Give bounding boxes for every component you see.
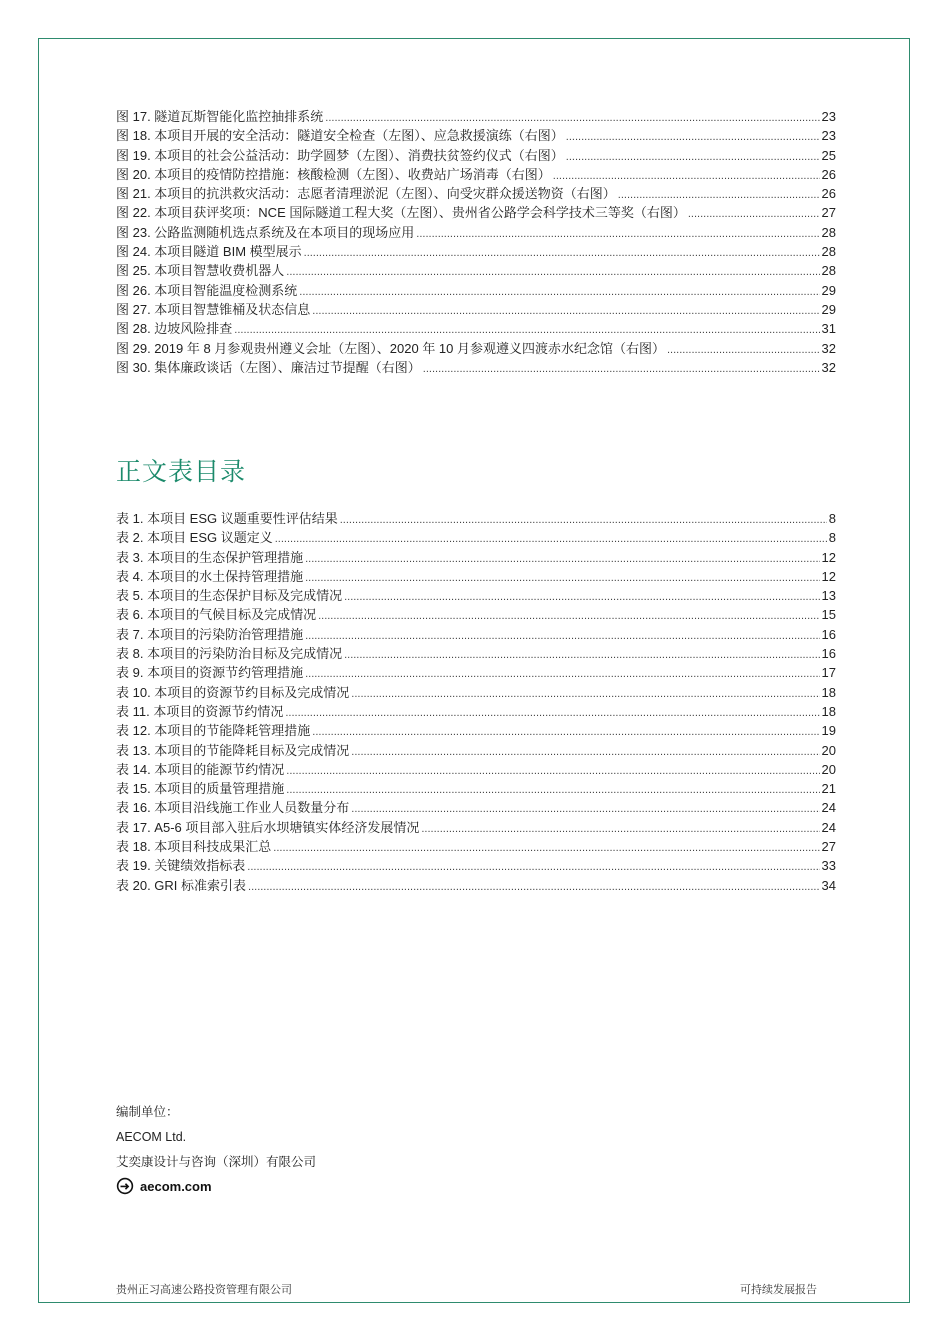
dot-leader	[286, 762, 819, 781]
table-entry-label[interactable]: 表 12. 本项目的节能降耗管理措施	[116, 723, 311, 739]
dot-leader	[275, 530, 827, 549]
table-entry-page[interactable]: 24	[821, 800, 836, 816]
figure-entry[interactable]	[116, 300, 836, 319]
figure-entry-label[interactable]: 图 25. 本项目智慧收费机器人	[116, 263, 285, 279]
figure-entry[interactable]	[116, 242, 836, 261]
table-entry[interactable]	[116, 605, 836, 624]
publisher-company-en: AECOM Ltd.	[116, 1130, 187, 1144]
figure-entry-page[interactable]: 23	[821, 109, 836, 124]
table-entry[interactable]	[116, 567, 836, 586]
dot-leader	[305, 627, 819, 646]
figure-entry-label[interactable]: 图 24. 本项目隧道 BIM 模型展示	[116, 244, 302, 260]
table-entry-label[interactable]: 表 4. 本项目的水土保持管理措施	[116, 568, 304, 584]
table-entry[interactable]	[116, 528, 836, 547]
table-entry-label[interactable]: 表 20. GRI 标准索引表	[116, 877, 247, 893]
figure-entry-label[interactable]: 图 23. 公路监测随机选点系统及在本项目的现场应用	[116, 224, 415, 240]
table-entry-page[interactable]: 24	[821, 819, 836, 835]
footer-report-name: 可持续发展报告	[740, 1284, 817, 1296]
dot-leader	[421, 820, 819, 839]
table-entry[interactable]	[116, 779, 836, 798]
figure-entry-page[interactable]: 32	[821, 359, 836, 375]
table-entry[interactable]	[116, 741, 836, 760]
publisher-website-row[interactable]	[116, 1177, 316, 1195]
figure-entry[interactable]	[116, 165, 836, 184]
figure-entry-label[interactable]: 图 21. 本项目的抗洪救灾活动：志愿者清理淤泥（左图）、向受灾群众援送物资（右图）	[116, 186, 616, 202]
figure-entry[interactable]	[116, 223, 836, 242]
figure-entry-page[interactable]: 26	[821, 186, 836, 202]
figure-entry-label[interactable]: 图 30. 集体廉政谈话（左图）、廉洁过节提醒（右图）	[116, 359, 421, 375]
table-entry-page[interactable]: 12	[821, 549, 836, 565]
dot-leader	[248, 878, 820, 897]
dot-leader	[312, 723, 819, 742]
figure-entry-label[interactable]: 图 20. 本项目的疫情防控措施：核酸检测（左图）、收费站广场消毒（右图）	[116, 166, 551, 182]
dot-leader	[566, 148, 820, 167]
table-entry-page[interactable]: 19	[821, 723, 836, 739]
figure-entry-label[interactable]: 图 18. 本项目开展的安全活动：隧道安全检查（左图）、应急救援演练（右图）	[116, 128, 564, 144]
figure-entry-page[interactable]: 31	[821, 321, 836, 337]
figure-entry-label[interactable]: 图 17. 隧道瓦斯智能化监控抽排系统	[116, 109, 324, 124]
table-entry-label[interactable]: 表 9. 本项目的资源节约管理措施	[116, 665, 304, 681]
figure-entry[interactable]	[116, 319, 836, 338]
table-entry-page[interactable]: 18	[821, 703, 836, 719]
table-entry-page[interactable]: 13	[821, 588, 836, 604]
dot-leader	[286, 263, 819, 282]
dot-leader	[351, 800, 819, 819]
table-entry-label[interactable]: 表 6. 本项目的气候目标及完成情况	[116, 607, 317, 623]
figure-entry-label[interactable]: 图 22. 本项目获评奖项：NCE 国际隧道工程大奖（左图）、贵州省公路学会科学技术三等奖（右图）	[116, 205, 686, 221]
table-entry[interactable]	[116, 856, 836, 875]
table-entry-page[interactable]: 8	[828, 511, 836, 526]
figure-entry-page[interactable]: 25	[821, 147, 836, 163]
figure-entry-page[interactable]: 26	[821, 166, 836, 182]
dot-leader	[286, 781, 819, 800]
figure-entry-label[interactable]: 图 19. 本项目的社会公益活动：助学圆梦（左图）、消费扶贫签约仪式（右图）	[116, 147, 564, 163]
table-entry[interactable]	[116, 837, 836, 856]
dot-leader	[305, 550, 819, 569]
dot-leader	[304, 244, 820, 263]
table-entry-page[interactable]: 8	[828, 530, 836, 546]
figure-entry-page[interactable]: 28	[821, 244, 836, 260]
table-entry-label[interactable]: 表 7. 本项目的污染防治管理措施	[116, 626, 304, 642]
dot-leader	[340, 511, 827, 530]
figure-entry-page[interactable]: 29	[821, 282, 836, 298]
table-list	[116, 509, 836, 895]
figure-entry-page[interactable]: 28	[821, 224, 836, 240]
dot-leader	[667, 341, 820, 360]
table-entry[interactable]	[116, 625, 836, 644]
table-entry-label[interactable]: 表 13. 本项目的节能降耗目标及完成情况	[116, 742, 350, 758]
table-entry[interactable]	[116, 644, 836, 663]
publisher-heading: 编制单位：	[116, 1105, 179, 1119]
table-entry-label[interactable]: 表 14. 本项目的能源节约情况	[116, 761, 285, 777]
figure-list	[116, 107, 836, 377]
figure-entry-label[interactable]: 图 26. 本项目智能温度检测系统	[116, 282, 298, 298]
dot-leader	[351, 743, 819, 762]
table-entry-label[interactable]: 表 8. 本项目的污染防治目标及完成情况	[116, 646, 343, 662]
figure-entry[interactable]	[116, 146, 836, 165]
table-entry-label[interactable]: 表 10. 本项目的资源节约目标及完成情况	[116, 684, 350, 700]
table-entry-page[interactable]: 20	[821, 761, 836, 777]
figure-entry[interactable]	[116, 184, 836, 203]
table-entry-label[interactable]: 表 2. 本项目 ESG 议题定义	[116, 530, 273, 546]
table-entry-page[interactable]: 33	[821, 858, 836, 874]
table-entry-label[interactable]: 表 16. 本项目沿线施工作业人员数量分布	[116, 800, 350, 816]
table-entry[interactable]	[116, 702, 836, 721]
figure-entry-label[interactable]: 图 29. 2019 年 8 月参观贵州遵义会址（左图）、2020 年 10 月参观遵义四渡赤水纪念馆（右图）	[116, 340, 665, 356]
dot-leader	[299, 283, 819, 302]
table-entry-page[interactable]: 20	[821, 742, 836, 758]
aecom-logo-icon	[116, 1177, 134, 1195]
table-entry-page[interactable]: 12	[821, 568, 836, 584]
dot-leader	[285, 704, 819, 723]
footer-company: 贵州正习高速公路投资管理有限公司	[116, 1284, 292, 1296]
table-entry-page[interactable]: 21	[821, 781, 836, 797]
publisher-website[interactable]: aecom.com	[140, 1178, 212, 1194]
dot-leader	[344, 588, 819, 607]
figure-entry[interactable]	[116, 358, 836, 377]
figure-entry[interactable]	[116, 339, 836, 358]
figure-entry-label[interactable]: 图 28. 边坡风险排查	[116, 321, 233, 337]
figure-entry-page[interactable]: 29	[821, 301, 836, 317]
figure-entry-page[interactable]: 27	[821, 205, 836, 221]
dot-leader	[423, 360, 820, 379]
table-entry-page[interactable]: 34	[821, 877, 836, 893]
table-entry-label[interactable]: 表 15. 本项目的质量管理措施	[116, 781, 285, 797]
dot-leader	[305, 665, 819, 684]
table-entry-page[interactable]: 16	[821, 646, 836, 662]
dot-leader	[566, 128, 820, 147]
table-entry-label[interactable]: 表 1. 本项目 ESG 议题重要性评估结果	[116, 511, 338, 526]
table-entry-label[interactable]: 表 19. 关键绩效指标表	[116, 858, 246, 874]
publisher-company-cn: 艾奕康设计与咨询（深圳）有限公司	[116, 1155, 317, 1169]
figure-entry[interactable]	[116, 203, 836, 222]
dot-leader	[351, 685, 819, 704]
dot-leader	[344, 646, 819, 665]
table-entry[interactable]	[116, 586, 836, 605]
table-entry[interactable]	[116, 798, 836, 817]
tables-section-title: 正文表目录	[116, 457, 247, 486]
dot-leader	[312, 302, 819, 321]
figure-entry[interactable]	[116, 281, 836, 300]
dot-leader	[247, 858, 819, 877]
table-entry-label[interactable]: 表 18. 本项目科技成果汇总	[116, 839, 272, 855]
figure-entry[interactable]	[116, 261, 836, 280]
figure-entry[interactable]	[116, 107, 836, 126]
table-entry[interactable]	[116, 663, 836, 682]
table-entry[interactable]	[116, 548, 836, 567]
table-entry-page[interactable]: 18	[821, 684, 836, 700]
table-entry-label[interactable]: 表 11. 本项目的资源节约情况	[116, 703, 284, 719]
table-entry-page[interactable]: 15	[821, 607, 836, 623]
table-entry[interactable]	[116, 683, 836, 702]
figure-entry[interactable]	[116, 126, 836, 145]
table-entry-label[interactable]: 表 3. 本项目的生态保护管理措施	[116, 549, 304, 565]
figure-entry-page[interactable]: 32	[821, 340, 836, 356]
table-entry-page[interactable]: 16	[821, 626, 836, 642]
table-entry-label[interactable]: 表 5. 本项目的生态保护目标及完成情况	[116, 588, 343, 604]
dot-leader	[416, 225, 819, 244]
publisher-block	[116, 1100, 316, 1195]
dot-leader	[318, 607, 819, 626]
dot-leader	[688, 205, 820, 224]
dot-leader	[305, 569, 819, 588]
table-entry[interactable]	[116, 760, 836, 779]
table-entry[interactable]	[116, 876, 836, 895]
figure-entry-page[interactable]: 23	[821, 128, 836, 144]
table-entry-page[interactable]: 27	[821, 839, 836, 855]
figure-entry-label[interactable]: 图 27. 本项目智慧锥桶及状态信息	[116, 301, 311, 317]
table-entry-page[interactable]: 17	[821, 665, 836, 681]
figure-entry-page[interactable]: 28	[821, 263, 836, 279]
table-entry[interactable]	[116, 818, 836, 837]
table-entry-label[interactable]: 表 17. A5-6 项目部入驻后水坝塘镇实体经济发展情况	[116, 819, 420, 835]
table-entry[interactable]	[116, 509, 836, 528]
table-entry[interactable]	[116, 721, 836, 740]
dot-leader	[273, 839, 819, 858]
